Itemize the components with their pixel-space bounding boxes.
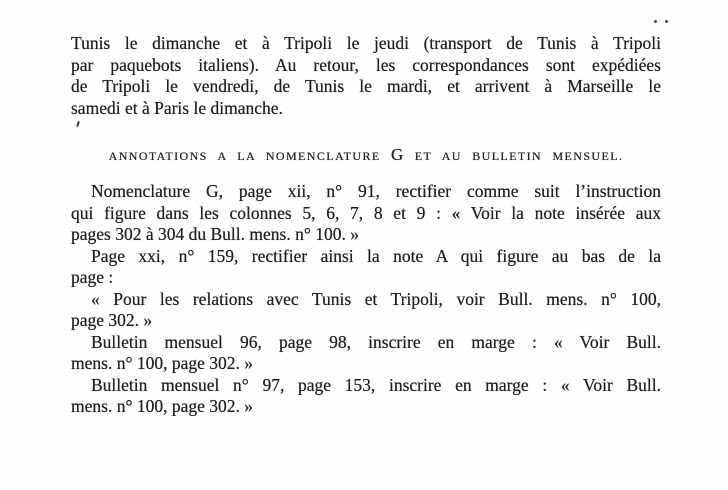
page-text-block [71, 33, 661, 418]
text-line: mens. n° 100, page 302. » [71, 396, 253, 416]
text-line: samedi et à Paris le dimanche. [71, 97, 283, 118]
text-line: pages 302 à 304 du Bull. mens. n° 100. » [71, 224, 359, 244]
text-line: qui figure dans les colonnes 5, 6, 7, 8 et 9 : « Voir la note insérée aux [71, 202, 661, 223]
text-line: mens. n° 100, page 302. » [71, 353, 253, 373]
heading-capital-letter: G [391, 145, 405, 164]
text-line: « Pour les relations avec Tunis et Tripoli, voir Bull. mens. n° 100, [91, 288, 661, 309]
text-line: Tunis le dimanche et à Tripoli le jeudi (transport de Tunis à Tripoli [71, 33, 661, 53]
text-line: Nomenclature G, page xii, n° 91, rectifier comme suit l’instruction [91, 181, 661, 201]
heading-text-right: ET AU BULLETIN MENSUEL. [414, 149, 624, 163]
text-line: page : [71, 267, 114, 287]
text-line: page 302. » [71, 310, 153, 330]
text-line: Bulletin mensuel n° 97, page 153, inscrire en marge : « Voir Bull. [91, 374, 661, 395]
heading-text-left: ANNOTATIONS A LA NOMENCLATURE [108, 149, 381, 163]
text-line: par paquebots italiens). Au retour, les correspondances sont expédiées [71, 54, 661, 75]
annotations-block [71, 181, 661, 418]
intro-paragraph [71, 33, 661, 119]
section-heading [71, 146, 661, 164]
text-line: Page xxi, n° 159, rectifier ainsi la note A qui figure au bas de la [91, 245, 661, 266]
scan-speck [654, 20, 657, 23]
scan-speck [665, 20, 668, 23]
text-line: de Tripoli le vendredi, de Tunis le mardi, et arrivent à Marseille le [71, 76, 661, 96]
text-line: Bulletin mensuel 96, page 98, inscrire en marge : « Voir Bull. [91, 331, 661, 352]
